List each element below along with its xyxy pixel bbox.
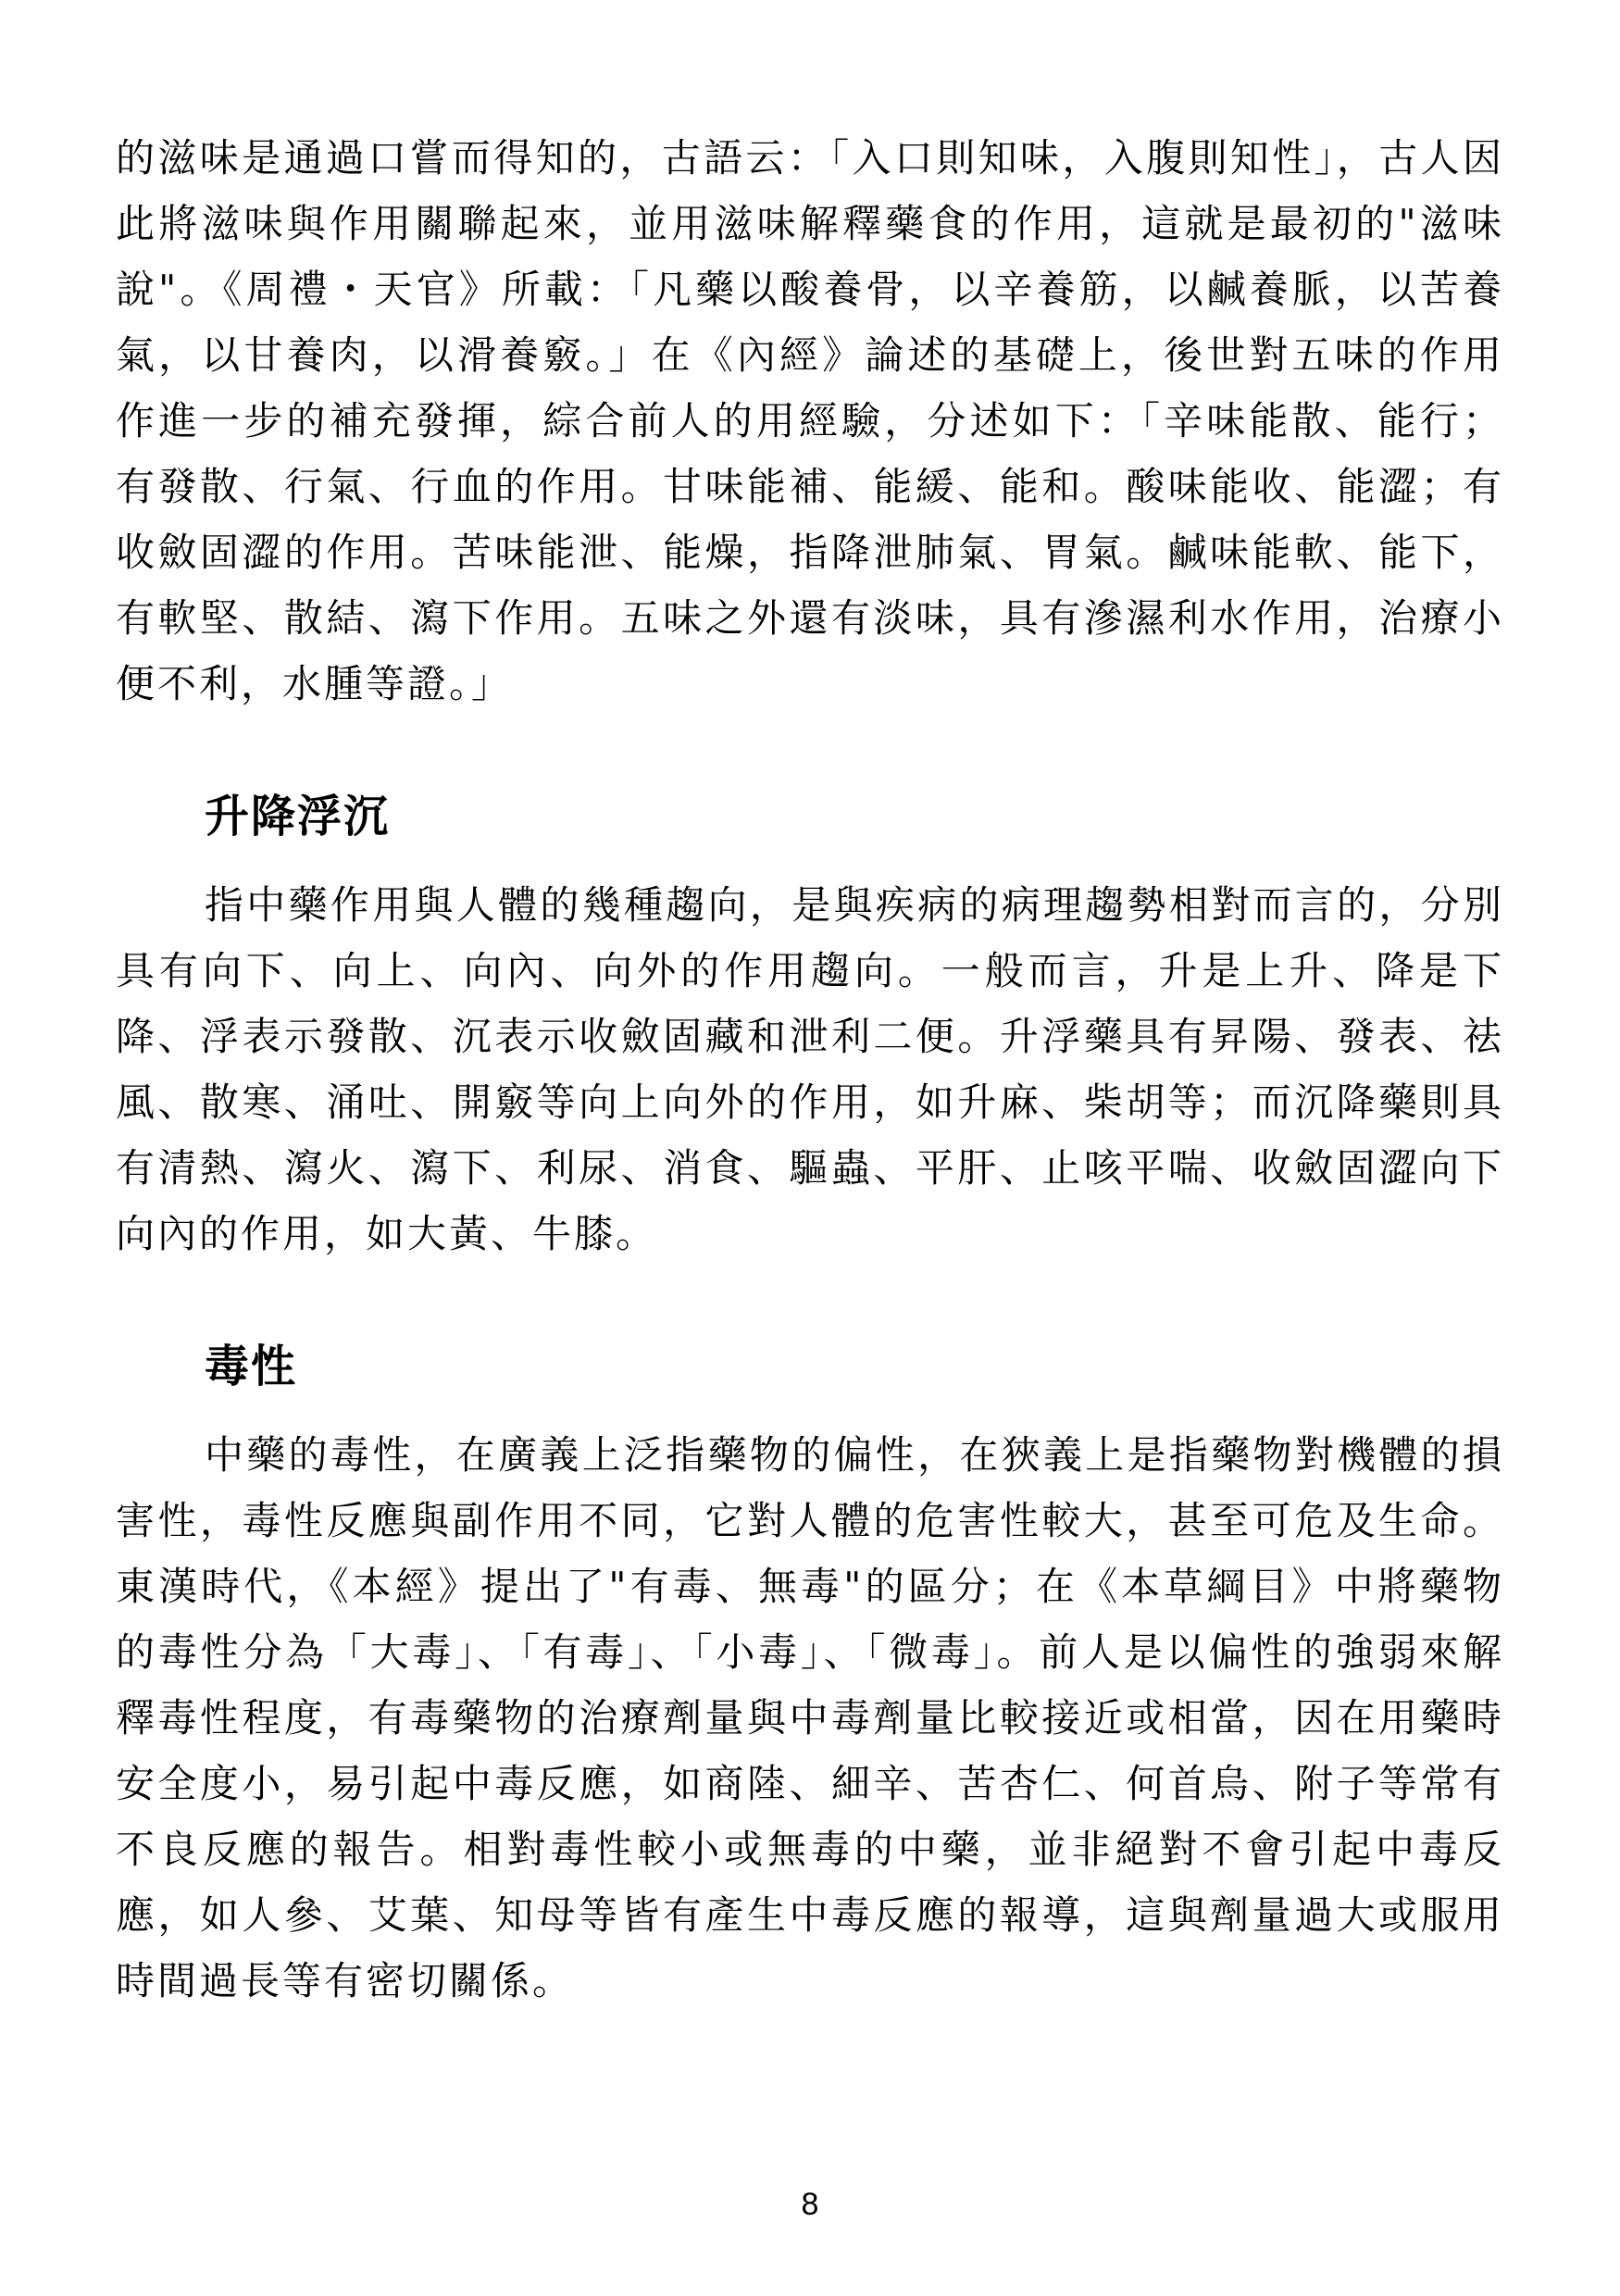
- paragraph-five-flavors: 的滋味是通過口嘗而得知的，古語云：「入口則知味，入腹則知性」，古人因此將滋味與作用關聯起來，並用滋味解釋藥食的作用，這就是最初的"滋味說"。《周禮・天官》所載：「凡藥以酸養骨，以辛養筋，以鹹養脈，以苦養氣，以甘養肉，以滑養竅。」在《內經》論述的基礎上，後世對五味的作用作進一步的補充發揮，綜合前人的用經驗，分述如下：「辛味能散、能行；有發散、行氣、行血的作用。甘味能補、能緩、能和。酸味能收、能澀；有收斂固澀的作用。苦味能泄、能燥，指降泄肺氣、胃氣。鹹味能軟、能下，有軟堅、散結、瀉下作用。五味之外還有淡味，具有滲濕利水作用，治療小便不利，水腫等證。」: [116, 135, 1504, 706]
- paragraph-toxicity: 中藥的毒性，在廣義上泛指藥物的偏性，在狹義上是指藥物對機體的損害性，毒性反應與副作用不同，它對人體的危害性較大，甚至可危及生命。東漢時代，《本經》提出了"有毒、無毒"的區分；在《本草綱目》中將藥物的毒性分為「大毒」、「有毒」、「小毒」、「微毒」。前人是以偏性的強弱來解釋毒性程度，有毒藥物的治療劑量與中毒劑量比較接近或相當，因在用藥時安全度小，易引起中毒反應，如商陸、細辛、苦杏仁、何首烏、附子等常有不良反應的報告。相對毒性較小或無毒的中藥，並非絕對不會引起中毒反應，如人參、艾葉、知母等皆有產生中毒反應的報導，這與劑量過大或服用時間過長等有密切關係。: [116, 1432, 1504, 2003]
- page-number: 8: [801, 2187, 819, 2222]
- section-heading-ascending-descending: 升降浮沉: [205, 791, 391, 842]
- section-heading-toxicity: 毒性: [205, 1341, 298, 1392]
- paragraph-ascending-descending: 指中藥作用與人體的幾種趨向，是與疾病的病理趨勢相對而言的，分別具有向下、向上、向內、向外的作用趨向。一般而言，升是上升、降是下降、浮表示發散、沉表示收斂固藏和泄利二便。升浮藥具有昇陽、發表、祛風、散寒、涌吐、開竅等向上向外的作用，如升麻、柴胡等；而沉降藥則具有清熱、瀉火、瀉下、利尿、消食、驅蟲、平肝、止咳平喘、收斂固澀向下向內的作用，如大黃、牛膝。: [116, 882, 1504, 1256]
